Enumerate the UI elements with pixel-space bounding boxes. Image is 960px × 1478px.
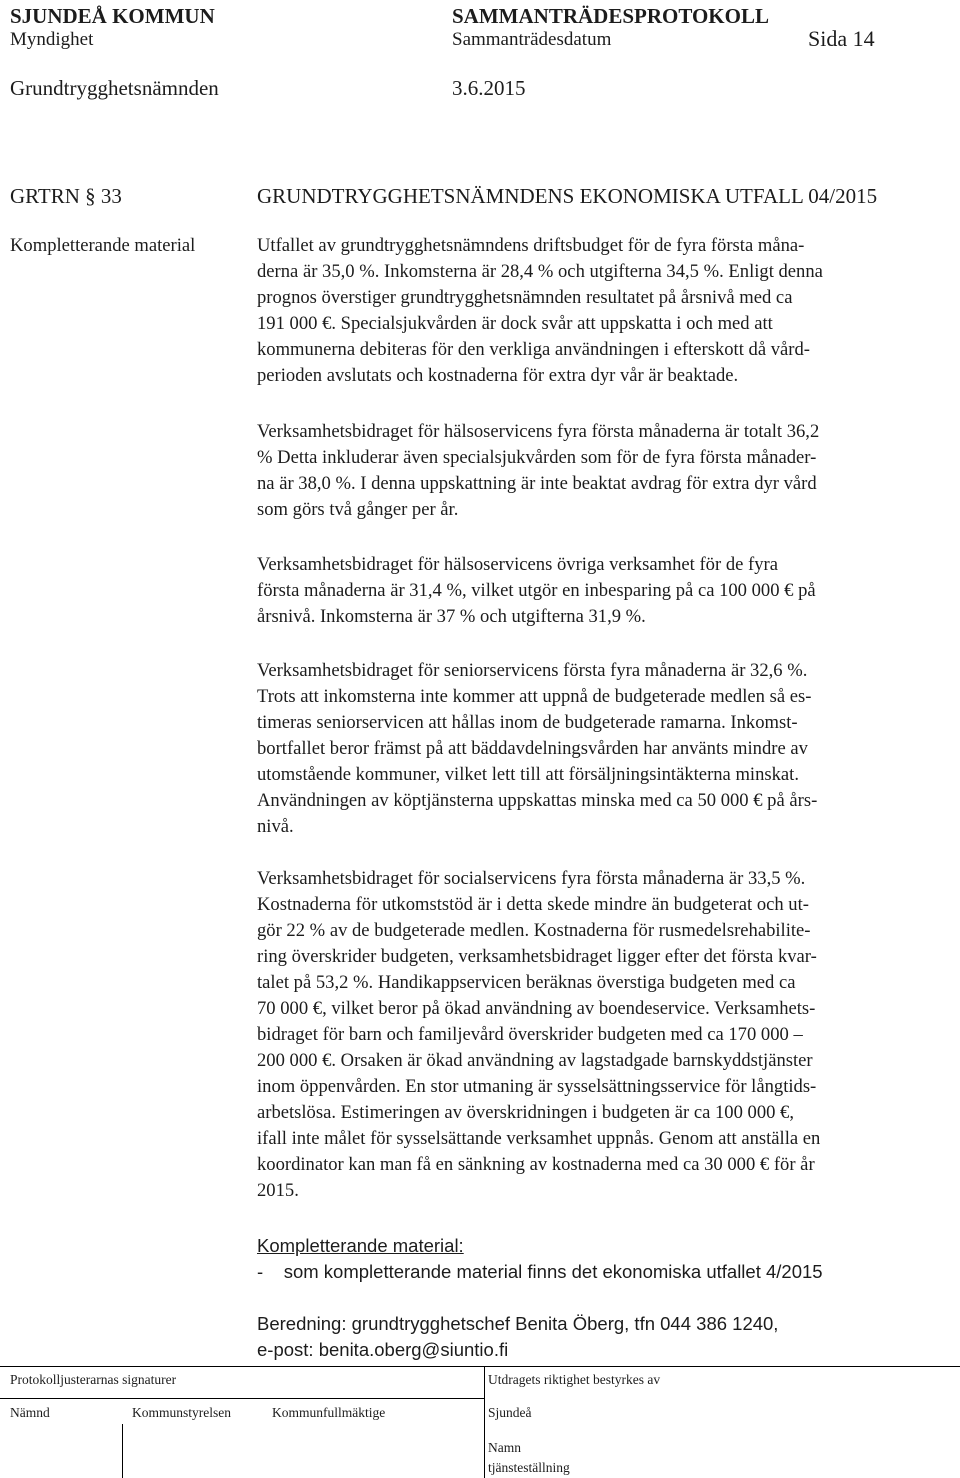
text-line: perioden avslutats och kostnaderna för extra dyr vår är beaktade.	[257, 365, 739, 386]
footer-kommunstyrelsen: Kommunstyrelsen	[132, 1405, 231, 1420]
meeting-date: 3.6.2015	[452, 76, 526, 100]
text-line: nivå.	[257, 816, 294, 837]
text-line: ifall inte målet för sysselsättande verksamhet uppnås. Genom att anställa en	[257, 1128, 821, 1149]
paragraph-budget-outcome	[257, 233, 947, 389]
footer-name-label: Namn	[488, 1440, 521, 1455]
text-line: prognos överstiger grundtrygghetsnämnden resultatet på årsnivå med ca	[257, 287, 793, 308]
text-line: 191 000 €. Specialsjukvården är dock svår att uppskatta i och med att	[257, 313, 773, 334]
text-line: arbetslösa. Estimeringen av överskridningen i budgeten är ca 100 000 €,	[257, 1102, 795, 1123]
paragraph-senior-services	[257, 658, 947, 840]
supplement-item: - som kompletterande material finns det ekonomiska utfallet 4/2015	[257, 1261, 823, 1282]
text-line: Användningen av köptjänsterna uppskattas minska med ca 50 000 € på års-	[257, 790, 818, 811]
text-line: Kostnaderna för utkomststöd är i detta skede mindre än budgeterat och ut-	[257, 894, 809, 915]
page-number: Sida 14	[808, 26, 875, 51]
paragraph-social-services	[257, 866, 947, 1204]
text-line: gör 22 % av de budgeterade medlen. Kostnaderna för rusmedelsrehabilite-	[257, 920, 811, 941]
footer-place: Sjundeå	[488, 1405, 532, 1420]
text-line: första månaderna är 31,4 %, vilket utgör en inbesparing på ca 100 000 € på	[257, 580, 816, 601]
paragraph-health-services	[257, 419, 947, 523]
text-line: % Detta inkluderar även specialsjukvården som för de fyra första månader-	[257, 447, 817, 468]
authority-name: Grundtrygghetsnämnden	[10, 76, 219, 100]
text-line: 200 000 €. Orsaken är ökad användning av lagstadgade barnskyddstjänster	[257, 1050, 813, 1071]
paragraph-health-other	[257, 552, 947, 630]
text-line: inom öppenvården. En stor utmaning är sysselsättningsservice för långtids-	[257, 1076, 817, 1097]
footer-namnd: Nämnd	[10, 1405, 50, 1420]
text-line: Utfallet av grundtrygghetsnämndens driftsbudget för de fyra första måna-	[257, 235, 805, 256]
text-line: na är 38,0 %. I denna uppskattning är inte beaktat avdrag för extra dyr vård	[257, 473, 817, 494]
municipality-name: SJUNDEÅ KOMMUN	[10, 4, 215, 28]
text-line: Verksamhetsbidraget för hälsoservicens övriga verksamhet för de fyra	[257, 554, 778, 575]
text-line: bortfallet beror främst på att bäddavdelningsvården har använts mindre av	[257, 738, 808, 759]
document-type: SAMMANTRÄDESPROTOKOLL	[452, 4, 769, 28]
text-line: koordinator kan man få en sänkning av kostnaderna med ca 30 000 € för år	[257, 1154, 815, 1175]
preparation-email: e-post: benita.oberg@siuntio.fi	[257, 1339, 509, 1360]
text-line: Verksamhetsbidraget för seniorservicens första fyra månaderna är 32,6 %.	[257, 660, 808, 681]
footer-inner-rule	[0, 1398, 484, 1399]
text-line: talet på 53,2 %. Handikappservicen beräknas överstiga budgeten med ca	[257, 972, 796, 993]
footer-top-rule	[0, 1366, 960, 1367]
text-line: Verksamhetsbidraget för hälsoservicens fyra första månaderna är totalt 36,2	[257, 421, 820, 442]
text-line: kommunerna debiteras för den verkliga användningen i efterskott då vård-	[257, 339, 810, 360]
supplement-heading: Kompletterande material:	[257, 1235, 464, 1256]
preparation-line: Beredning: grundtrygghetschef Benita Öberg, tfn 044 386 1240,	[257, 1313, 779, 1334]
text-line: 70 000 €, vilket beror på ökad användning av boendeservice. Verksamhets-	[257, 998, 816, 1019]
text-line: årsnivå. Inkomsterna är 37 % och utgifterna 31,9 %.	[257, 606, 646, 627]
footer-divider	[484, 1366, 485, 1478]
text-line: timeras seniorservicen att hållas inom de budgeterade ramarna. Inkomst-	[257, 712, 798, 733]
section-title: GRUNDTRYGGHETSNÄMNDENS EKONOMISKA UTFALL 04/2015	[257, 184, 878, 208]
text-line: Trots att inkomsterna inte kommer att uppnå de budgeterade medlen så es-	[257, 686, 812, 707]
signatures-label: Protokolljusterarnas signaturer	[10, 1372, 177, 1387]
text-line: ring överskrider budgeten, verksamhetsbidraget ligger efter det första kvar-	[257, 946, 817, 967]
text-line: Verksamhetsbidraget för socialservicens fyra första månaderna är 33,5 %.	[257, 868, 806, 889]
meeting-date-label: Sammanträdesdatum	[452, 29, 612, 50]
text-line: 2015.	[257, 1180, 299, 1201]
text-line: bidraget för barn och familjevård överskrider budgeten med ca 170 000 –	[257, 1024, 803, 1045]
footer-kommunfullmaktige: Kommunfullmäktige	[272, 1405, 386, 1420]
authority-label: Myndighet	[10, 29, 94, 50]
side-label: Kompletterande material	[10, 235, 196, 256]
text-line: utomstående kommuner, vilket lett till att försäljningsintäkterna minskat.	[257, 764, 799, 785]
text-line: som görs två gånger per år.	[257, 499, 459, 520]
verified-label: Utdragets riktighet bestyrkes av	[488, 1372, 661, 1387]
footer-col-divider	[122, 1424, 123, 1478]
text-line: derna är 35,0 %. Inkomsterna är 28,4 % och utgifterna 34,5 %. Enligt denna	[257, 261, 823, 282]
footer-title-label: tjänsteställning	[488, 1460, 570, 1475]
section-number: GRTRN § 33	[10, 184, 122, 208]
